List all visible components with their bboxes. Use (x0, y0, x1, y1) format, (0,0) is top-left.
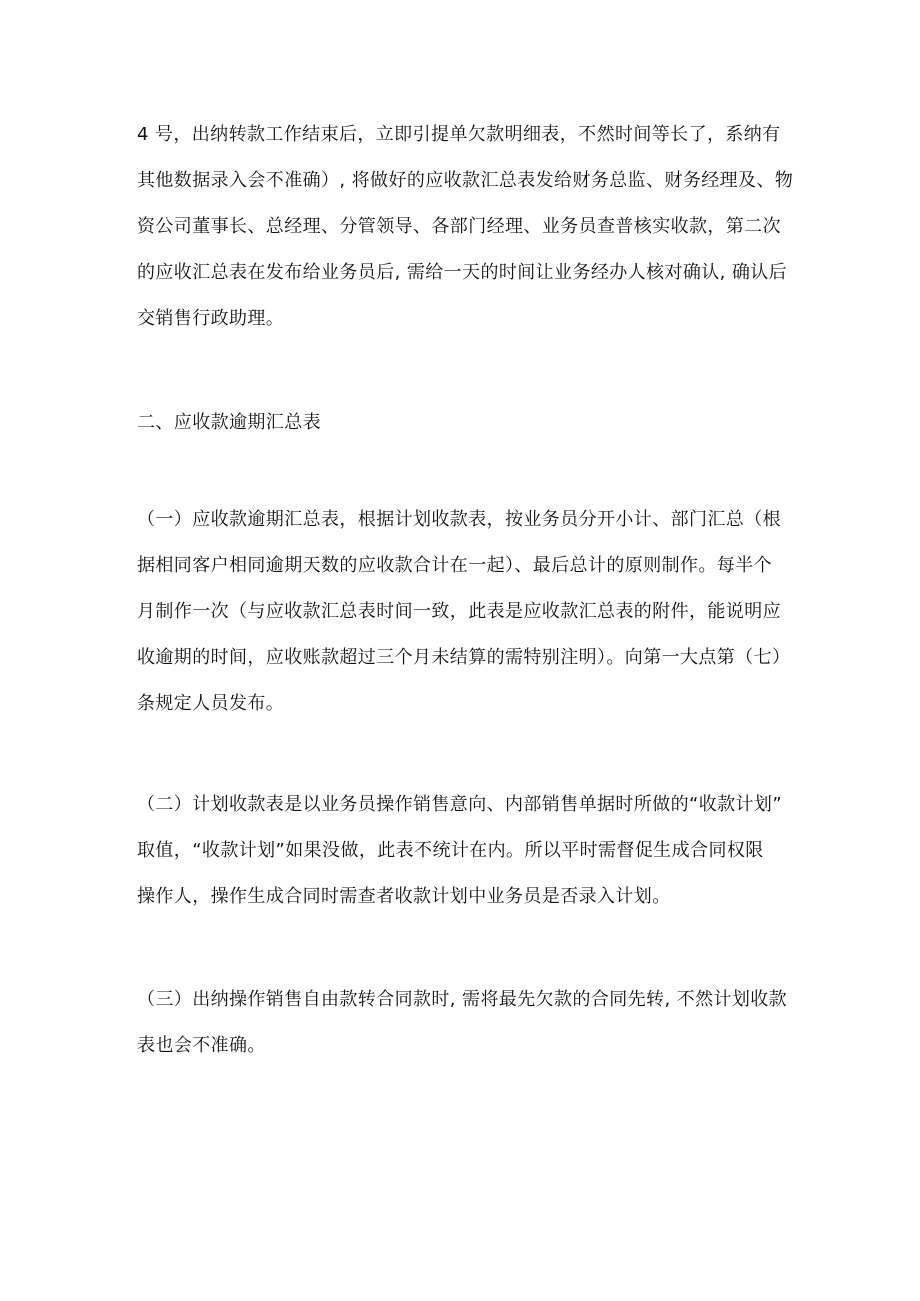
text-line: （三）出纳操作销售自由款转合同款时, 需将最先欠款的合同先转, 不然计划收款 (137, 989, 788, 1010)
text-line: （二）计划收款表是以业务员操作销售意向、内部销售单据时所做的“收款计划” (137, 794, 783, 815)
text-line: 月制作一次（与应收款汇总表时间一致，此表是应收款汇总表的附件，能说明应 (137, 601, 781, 622)
text-line: 其他数据录入会不准确）, 将做好的应收款汇总表发给财务总监、财务经理及、物 (137, 170, 794, 191)
paragraph-item-two (137, 782, 797, 920)
text-line: 取值，“收款计划”如果没做，此表不统计在内。所以平时需督促生成合同权限 (137, 840, 764, 861)
text-line: 资公司董事长、总经理、分管领导、各部门经理、业务员查普核实收款，第二次 (137, 216, 781, 237)
text-line: 4 号，出纳转款工作结束后，立即引提单欠款明细表，不然时间等长了，系纳有 (137, 124, 781, 145)
text-line: 据相同客户相同逾期天数的应收款合计在一起）、最后总计的原则制作。每半个 (137, 555, 772, 576)
text-line: 的应收汇总表在发布给业务员后, 需给一天的时间让业务经办人核对确认, 确认后 (137, 262, 788, 283)
text-line: （一）应收款逾期汇总表，根据计划收款表，按业务员分开小计、部门汇总（根 (137, 509, 781, 530)
paragraph-item-three (137, 977, 797, 1069)
text-line: 收逾期的时间，应收账款超过三个月未结算的需特别注明）。向第一大点第（七） (137, 647, 791, 668)
text-line: 交销售行政助理。 (137, 308, 285, 329)
paragraph-item-one (137, 497, 797, 727)
text-line: 条规定人员发布。 (137, 693, 285, 714)
text-line: 表也会不准确。 (137, 1035, 266, 1056)
paragraph-transfer-notes (137, 112, 797, 342)
section-heading (137, 400, 797, 446)
text-line: 操作人，操作生成合同时需查者收款计划中业务员是否录入计划。 (137, 886, 671, 907)
heading-text: 二、应收款逾期汇总表 (137, 412, 321, 433)
